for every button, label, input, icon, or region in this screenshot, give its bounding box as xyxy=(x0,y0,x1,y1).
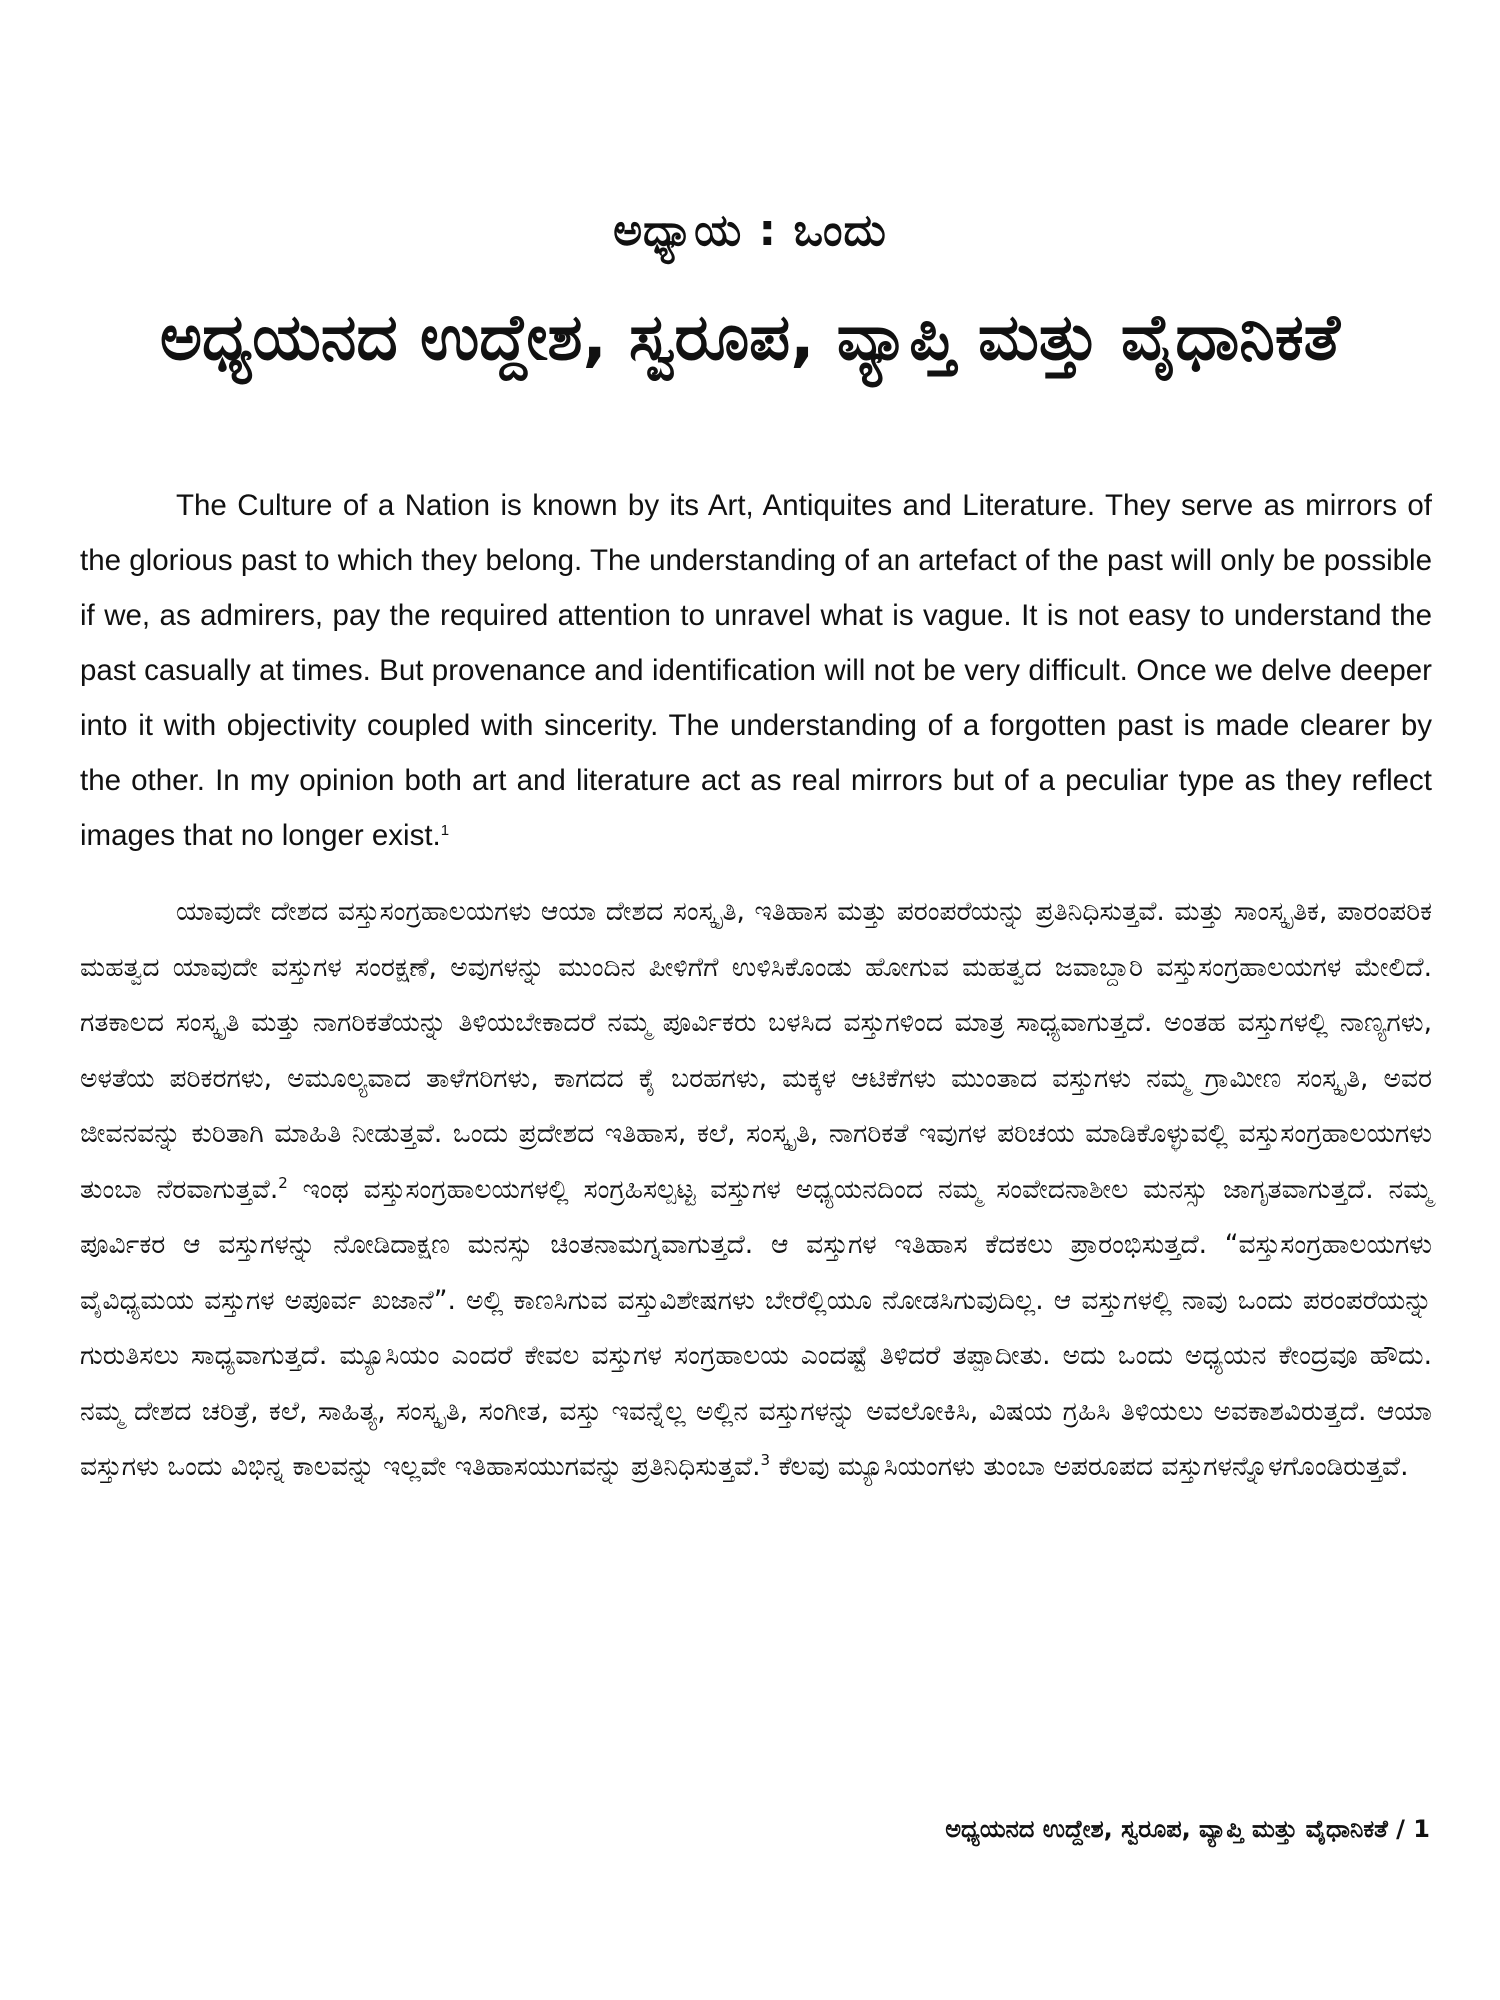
page-footer xyxy=(945,1815,1430,1843)
running-title: ಅಧ್ಯಯನದ ಉದ್ದೇಶ, ಸ್ವರೂಪ, ವ್ಯಾಪ್ತಿ ಮತ್ತು ವೈಧಾನಿಕತೆ xyxy=(945,1815,1388,1843)
kannada-paragraph xyxy=(80,884,1432,1495)
kannada-paragraph-text-2: ಇಂಥ ವಸ್ತುಸಂಗ್ರಹಾಲಯಗಳಲ್ಲಿ ಸಂಗ್ರಹಿಸಲ್ಪಟ್ಟ ವಸ್ತುಗಳ ಅಧ್ಯಯನದಿಂದ ನಮ್ಮ ಸಂವೇದನಾಶೀಲ ಮನಸ್ಸು ಜಾಗೃತವಾಗುತ್ತದೆ. ನಮ್ಮ ಪೂರ್ವಿಕರ ಆ ವಸ್ತುಗಳನ್ನು ನೋಡಿದಾಕ್ಷಣ ಮನಸ್ಸು ಚಿಂತನಾಮಗ್ನವಾಗುತ್ತದೆ. ಆ ವಸ್ತುಗಳ ಇತಿಹಾಸ ಕೆದಕಲು ಪ್ರಾರಂಭಿಸುತ್ತದೆ. “ವಸ್ತುಸಂಗ್ರಹಾಲಯಗಳು ವೈವಿಧ್ಯಮಯ ವಸ್ತುಗಳ ಅಪೂರ್ವ ಖಜಾನೆ”. ಅಲ್ಲಿ ಕಾಣಸಿಗುವ ವಸ್ತುವಿಶೇಷಗಳು ಬೇರೆಲ್ಲಿಯೂ ನೋಡಸಿಗುವುದಿಲ್ಲ. ಆ ವಸ್ತುಗಳಲ್ಲಿ ನಾವು ಒಂದು ಪರಂಪರೆಯನ್ನು ಗುರುತಿಸಲು ಸಾಧ್ಯವಾಗುತ್ತದೆ. ಮ್ಯೂಸಿಯಂ ಎಂದರೆ ಕೇವಲ ವಸ್ತುಗಳ ಸಂಗ್ರಹಾಲಯ ಎಂದಷ್ಟೆ ತಿಳಿದರೆ ತಪ್ಪಾದೀತು. ಅದು ಒಂದು ಅಧ್ಯಯನ ಕೇಂದ್ರವೂ ಹೌದು. ನಮ್ಮ ದೇಶದ ಚರಿತ್ರೆ, ಕಲೆ, ಸಾಹಿತ್ಯ, ಸಂಸ್ಕೃತಿ, ಸಂಗೀತ, ವಸ್ತು ಇವನ್ನೆಲ್ಲ ಅಲ್ಲಿನ ವಸ್ತುಗಳನ್ನು ಅವಲೋಕಿಸಿ, ವಿಷಯ ಗ್ರಹಿಸಿ ತಿಳಿಯಲು ಅವಕಾಶವಿರುತ್ತದೆ. ಆಯಾ ವಸ್ತುಗಳು ಒಂದು ವಿಭಿನ್ನ ಕಾಲವನ್ನು ಇಲ್ಲವೇ ಇತಿಹಾಸಯುಗವನ್ನು ಪ್ರತಿನಿಧಿಸುತ್ತವೆ. xyxy=(80,1173,1433,1482)
chapter-label: ಅಧ್ಯಾಯ : ಒಂದು xyxy=(613,205,887,256)
kannada-paragraph-text-1: ಯಾವುದೇ ದೇಶದ ವಸ್ತುಸಂಗ್ರಹಾಲಯಗಳು ಆಯಾ ದೇಶದ ಸಂಸ್ಕೃತಿ, ಇತಿಹಾಸ ಮತ್ತು ಪರಂಪರೆಯನ್ನು ಪ್ರತಿನಿಧಿಸುತ್ತವೆ. ಮತ್ತು ಸಾಂಸ್ಕೃತಿಕ, ಪಾರಂಪರಿಕ ಮಹತ್ವದ ಯಾವುದೇ ವಸ್ತುಗಳ ಸಂರಕ್ಷಣೆ, ಅವುಗಳನ್ನು ಮುಂದಿನ ಪೀಳಿಗೆಗೆ ಉಳಿಸಿಕೊಂಡು ಹೋಗುವ ಮಹತ್ವದ ಜವಾಬ್ದಾರಿ ವಸ್ತುಸಂಗ್ರಹಾಲಯಗಳ ಮೇಲಿದೆ. ಗತಕಾಲದ ಸಂಸ್ಕೃತಿ ಮತ್ತು ನಾಗರಿಕತೆಯನ್ನು ತಿಳಿಯಬೇಕಾದರೆ ನಮ್ಮ ಪೂರ್ವಿಕರು ಬಳಸಿದ ವಸ್ತುಗಳಿಂದ ಮಾತ್ರ ಸಾಧ್ಯವಾಗುತ್ತದೆ. ಅಂತಹ ವಸ್ತುಗಳಲ್ಲಿ ನಾಣ್ಯಗಳು, ಅಳತೆಯ ಪರಿಕರಗಳು, ಅಮೂಲ್ಯವಾದ ತಾಳೆಗರಿಗಳು, ಕಾಗದದ ಕೈ ಬರಹಗಳು, ಮಕ್ಕಳ ಆಟಿಕೆಗಳು ಮುಂತಾದ ವಸ್ತುಗಳು ನಮ್ಮ ಗ್ರಾಮೀಣ ಸಂಸ್ಕೃತಿ, ಅವರ ಜೀವನವನ್ನು ಕುರಿತಾಗಿ ಮಾಹಿತಿ ನೀಡುತ್ತವೆ. ಒಂದು ಪ್ರದೇಶದ ಇತಿಹಾಸ, ಕಲೆ, ಸಂಸ್ಕೃತಿ, ನಾಗರಿಕತೆ ಇವುಗಳ ಪರಿಚಯ ಮಾಡಿಕೊಳ್ಳುವಲ್ಲಿ ವಸ್ತುಸಂಗ್ರಹಾಲಯಗಳು ತುಂಬಾ ನೆರವಾಗುತ್ತವೆ. xyxy=(80,896,1432,1205)
footnote-marker: 2 xyxy=(278,1173,288,1192)
english-paragraph xyxy=(80,478,1432,863)
footer-separator: / xyxy=(1396,1815,1405,1843)
footnote-marker: 3 xyxy=(760,1451,771,1469)
english-paragraph-text: The Culture of a Nation is known by its Art, Antiquites and Literature. They serve as mirrors of the glorious past to which they belong. The understanding of an artefact of the past will only be possible if we, as admirers, pay the required attention to unravel what is vague. It is not easy to understand the past casually at times. But provenance and identification will not be very difficult. Once we delve deeper into it with objectivity coupled with sincerity. The understanding of a forgotten past is made clearer by the other. In my opinion both art and literature act as real mirrors but of a peculiar type as they reflect images that no longer exist. xyxy=(80,489,1432,852)
chapter-title: ಅಧ್ಯಯನದ ಉದ್ದೇಶ, ಸ್ವರೂಪ, ವ್ಯಾಪ್ತಿ ಮತ್ತು ವೈಧಾನಿಕತೆ xyxy=(159,301,1341,375)
footnote-marker: 1 xyxy=(440,822,450,839)
kannada-paragraph-text-3: ಕೆಲವು ಮ್ಯೂಸಿಯಂಗಳು ತುಂಬಾ ಅಪರೂಪದ ವಸ್ತುಗಳನ್ನೊಳಗೊಂಡಿರುತ್ತವೆ. xyxy=(770,1451,1409,1482)
page-number: 1 xyxy=(1413,1815,1430,1843)
